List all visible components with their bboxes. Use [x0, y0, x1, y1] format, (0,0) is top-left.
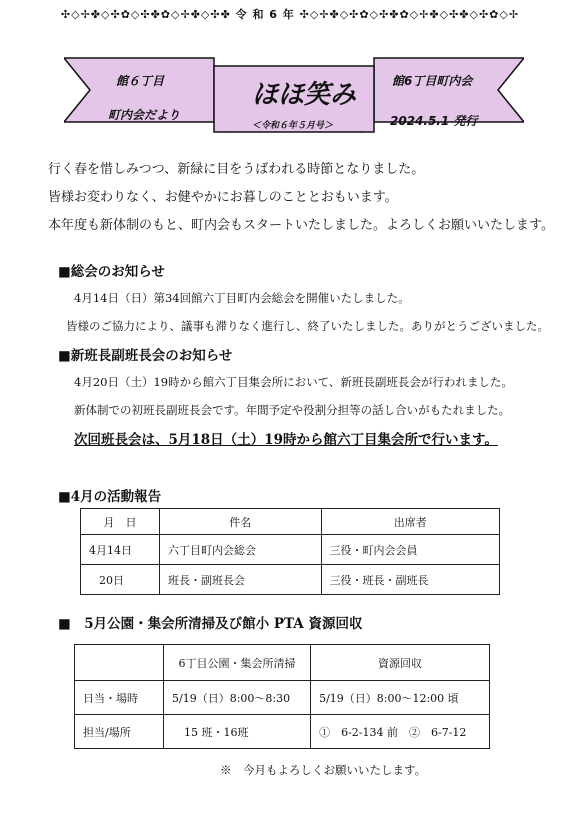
section-heading-activity-report: ■4月の活動報告 [58, 489, 162, 505]
activity-cell: 三役・班長・副班長 [321, 565, 499, 595]
activity-header-attendees: 出席者 [321, 509, 499, 535]
table-row [81, 565, 500, 595]
banner-left-bottom: 町内会だより [108, 108, 181, 122]
activity-cell: 20日 [81, 565, 160, 595]
activity-cell: 班長・副班長会 [160, 565, 322, 595]
activity-cell: 六丁目町内会総会 [160, 535, 322, 565]
intro-line-1: 行く春を惜しみつつ、新緑に目をうばわれる時節となりました。 [48, 162, 425, 177]
section-heading-leader-meeting: ■新班長副班長会のお知らせ [58, 348, 233, 364]
cleaning-cell: 15 班・16班 [164, 715, 311, 749]
section-heading-cleaning: ■ 5月公園・集会所清掃及び館小 PTA 資源回収 [58, 616, 363, 632]
banner-right-bottom: 2024.5.1 発行 [390, 114, 478, 128]
banner-left-top: 館６丁目 [116, 74, 165, 88]
table-row [75, 715, 490, 749]
activity-cell: 4月14日 [81, 535, 160, 565]
leader-meeting-line-2: 新体制での初班長副班長会です。年間予定や役割分担等の話し合いがもたれました。 [74, 403, 511, 417]
leader-meeting-line-1: 4月20日（土）19時から館六丁目集会所において、新班長副班長会が行われました。 [74, 375, 513, 389]
general-meeting-line-2: 皆様のご協力により、議事も滞りなく進行し、終了いたしました。ありがとうございました。 [66, 319, 549, 333]
intro-line-3: 本年度も新体制のもと、町内会もスタートいたしました。よろしくお願いいたします。 [48, 218, 554, 233]
footer-note: ※ 今月もよろしくお願いいたします。 [220, 763, 427, 777]
cleaning-header-recycling: 資源回収 [311, 645, 490, 681]
cleaning-schedule-table [74, 644, 490, 749]
cleaning-cell: 日当・場時 [75, 681, 164, 715]
cleaning-cell: 担当/場所 [75, 715, 164, 749]
next-meeting-notice: 次回班長会は、5月18日（土）19時から館六丁目集会所で行います。 [74, 432, 498, 448]
newsletter-title: ほほ笑み [252, 80, 357, 110]
decorative-header-line: ✣◇✢✤◇✣✿◇✣✤✿◇✢✤◇✣✤ 令 和 6 年 ✣◇✢✤◇✣✿◇✣✤✿◇✢✤◇✣✤◇✣✿◇✢ [60, 8, 520, 21]
cleaning-header-park: 6丁目公園・集会所清掃 [164, 645, 311, 681]
activity-report-table [80, 508, 500, 595]
cleaning-header-blank [75, 645, 164, 681]
activity-cell: 三役・町内会会員 [321, 535, 499, 565]
general-meeting-line-1: 4月14日（日）第34回館六丁目町内会総会を開催いたしました。 [74, 291, 410, 305]
cleaning-cell: 5/19（日）8:00～12:00 頃 [311, 681, 490, 715]
table-row [81, 535, 500, 565]
banner-right-top: 館6丁目町内会 [392, 74, 473, 88]
cleaning-cell: ① 6-2-134 前 ② 6-7-12 [311, 715, 490, 749]
newsletter-subtitle: ＜令和６年５月号＞ [252, 121, 334, 131]
cleaning-cell: 5/19（日）8:00～8:30 [164, 681, 311, 715]
activity-header-date: 月 日 [81, 509, 160, 535]
activity-header-subject: 件名 [160, 509, 322, 535]
section-heading-general-meeting: ■総会のお知らせ [58, 264, 165, 280]
intro-line-2: 皆様お変わりなく、お健やかにお暮しのこととおもいます。 [48, 190, 398, 205]
table-row [75, 681, 490, 715]
